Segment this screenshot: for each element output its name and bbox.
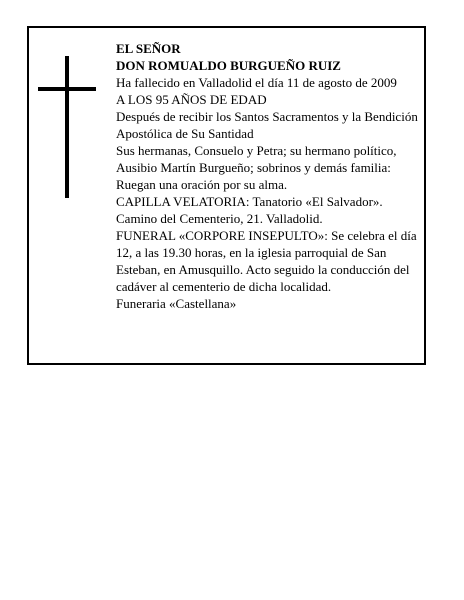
notice-funeral-home: Funeraria «Castellana» [116,296,237,311]
notice-family-line: Sus hermanas, Consuelo y Petra; su hermano político, Ausibio Martín Burgueño; sobrinos y demás familia: [116,143,397,175]
obituary-notice [27,26,426,365]
cross-icon [38,56,96,198]
notice-chapel-line: CAPILLA VELATORIA: Tanatorio «El Salvador». Camino del Cementerio, 21. Valladolid. [116,194,383,226]
notice-death-line: Ha fallecido en Valladolid el día 11 de agosto de 2009 [116,75,397,90]
notice-funeral-line: FUNERAL «CORPORE INSEPULTO»: Se celebra el día 12, a las 19.30 horas, en la iglesia parroquial de San Esteban, en Amusquillo. Acto seguido la conducción del cadáver al cementerio de dicha localidad. [116,228,417,294]
cross-horizontal-bar [38,87,96,91]
notice-sacraments-line: Después de recibir los Santos Sacramentos y la Bendición Apostólica de Su Santidad [116,109,418,141]
cross-vertical-bar [65,56,69,198]
notice-prayer-line: Ruegan una oración por su alma. [116,177,288,192]
notice-body [116,40,424,312]
notice-title-honorific: EL SEÑOR [116,41,181,56]
notice-deceased-name: DON ROMUALDO BURGUEÑO RUIZ [116,58,341,73]
notice-age-line: A LOS 95 AÑOS DE EDAD [116,92,267,107]
